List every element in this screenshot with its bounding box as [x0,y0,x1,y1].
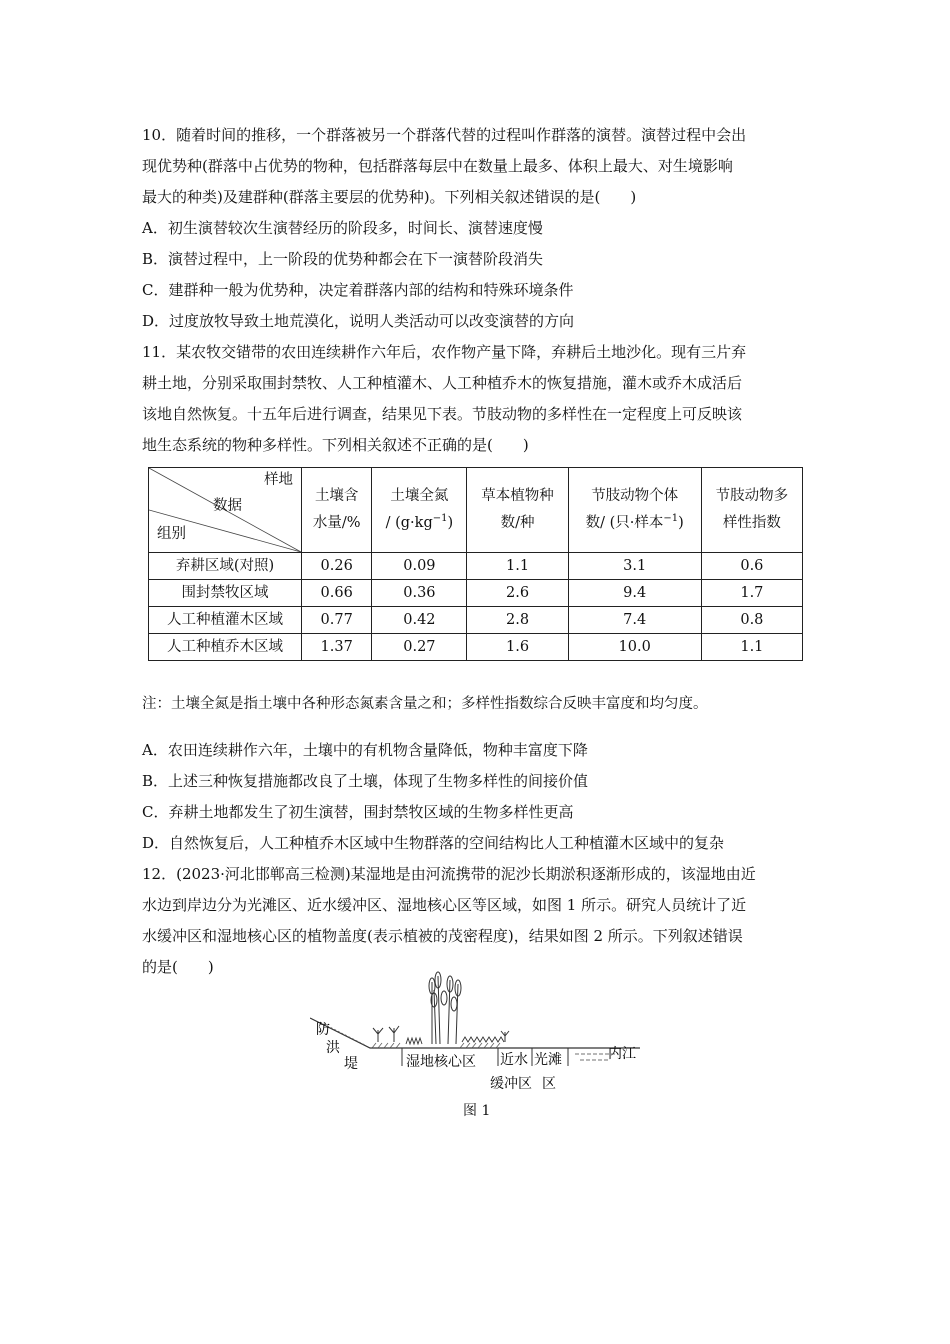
table-cell: 1.37 [302,634,372,661]
q10-stem-line-1: 10．随着时间的推移，一个群落被另一个群落代替的过程叫作群落的演替。演替过程中会出 [142,126,747,144]
question-12 [142,859,810,983]
header-soil-moisture: 土壤含 水量/% [302,468,372,553]
corner-label-data: 数据 [213,498,242,514]
q10-option-c: C．建群种一般为优势种，决定着群落内部的结构和特殊环境条件 [142,281,574,299]
q10-option-d: D．过度放牧导致土地荒漠化，说明人类活动可以改变演替的方向 [142,312,575,330]
label-mudflat-2: 区 [542,1076,556,1092]
header-herb-species: 草本植物种 数/种 [467,468,568,553]
table-cell: 0.77 [302,607,372,634]
table-cell: 3.1 [568,553,701,580]
table-cell: 0.42 [372,607,467,634]
q10-option-b: B．演替过程中，上一阶段的优势种都会在下一演替阶段消失 [142,250,544,268]
q12-stem-line-4: 的是( ) [142,957,214,976]
q12-stem-line-2: 水边到岸边分为光滩区、近水缓冲区、湿地核心区等区域，如图 1 所示。研究人员统计了近 [142,895,747,914]
label-core-zone: 湿地核心区 [406,1054,476,1070]
table-cell: 1.1 [467,553,568,580]
q11-table-note: 注：土壤全氮是指土壤中各种形态氮素含量之和；多样性指数综合反映丰富度和均匀度。 [142,696,708,712]
table-cell: 1.6 [467,634,568,661]
row-group-label: 弃耕区域(对照) [149,553,302,580]
q11-stem-line-3: 该地自然恢复。十五年后进行调查，结果见下表。节肢动物的多样性在一定程度上可反映该 [142,405,743,423]
q11-data-table [148,467,803,661]
header-arthropod-diversity: 节肢动物多 样性指数 [701,468,802,553]
label-inner-river: 内江 [608,1046,636,1062]
label-near-water-2: 缓冲区 [490,1076,532,1092]
table-cell: 9.4 [568,580,701,607]
table-cell: 0.6 [701,553,802,580]
table-cell: 0.36 [372,580,467,607]
question-content [142,120,810,983]
table-row [149,580,803,607]
q10-option-a: A．初生演替较次生演替经历的阶段多，时间长、演替速度慢 [142,219,543,237]
corner-label-group: 组别 [157,526,186,542]
row-group-label: 人工种植灌木区域 [149,607,302,634]
row-group-label: 围封禁牧区域 [149,580,302,607]
q11-option-a: A．农田连续耕作六年，土壤中的有机物含量降低，物种丰富度下降 [142,740,588,759]
label-dike-1: 防 [316,1022,330,1038]
question-11 [142,337,810,859]
q10-stem-line-2: 现优势种(群落中占优势的物种，包括群落每层中在数量上最多、体积上最大、对生境影响 [142,157,733,175]
q11-option-c: C．弃耕土地都发生了初生演替，围封禁牧区域的生物多样性更高 [142,802,574,821]
table-cell: 10.0 [568,634,701,661]
q11-option-d: D．自然恢复后，人工种植乔木区域中生物群落的空间结构比人工种植灌木区域中的复杂 [142,833,725,852]
low-grass-plants [406,1037,504,1044]
figure-1-caption: 图 1 [463,1103,491,1119]
table-row [149,634,803,661]
header-soil-nitrogen: 土壤全氮 / $(g\cdot kg^{-1})$ [372,468,467,553]
label-mudflat-1: 光滩 [534,1052,562,1068]
table-cell: 0.27 [372,634,467,661]
q12-stem-line-1: 12．(2023·河北邯郸高三检测)某湿地是由河流携带的泥沙长期淤积逐渐形成的，该湿地由近 [142,864,756,883]
corner-label-sample-site: 样地 [264,472,293,488]
q11-option-b: B．上述三种恢复措施都改良了土壤，体现了生物多样性的间接价值 [142,771,589,790]
table-cell: 7.4 [568,607,701,634]
header-arthropod-count: 节肢动物个体 数/ (只·样本$^{-1}$) [568,468,701,553]
label-dike-2: 洪 [326,1040,340,1056]
table-header-row [149,468,803,553]
table-corner-cell [149,468,302,553]
question-10 [142,120,810,337]
table-row [149,553,803,580]
wetland-zone-diagram [310,970,650,1100]
label-near-water-1: 近水 [500,1052,528,1068]
table-cell: 1.1 [701,634,802,661]
table-cell: 0.26 [302,553,372,580]
q10-stem-line-3: 最大的种类)及建群种(群落主要层的优势种)。下列相关叙述错误的是( ) [142,188,637,206]
ground-profile [310,1018,640,1048]
row-group-label: 人工种植乔木区域 [149,634,302,661]
q11-stem-line-1: 11．某农牧交错带的农田连续耕作六年后，农作物产量下降，弃耕后土地沙化。现有三片弃 [142,343,747,361]
tall-reed-plants [429,972,461,1044]
label-dike-3: 堤 [344,1056,358,1072]
table-cell: 2.6 [467,580,568,607]
table-cell: 0.66 [302,580,372,607]
table-cell: 2.8 [467,607,568,634]
table-cell: 0.8 [701,607,802,634]
q11-stem-line-2: 耕土地，分别采取围封禁牧、人工种植灌木、人工种植乔木的恢复措施，灌木或乔木成活后 [142,374,743,392]
q12-stem-line-3: 水缓冲区和湿地核心区的植物盖度(表示植被的茂密程度)，结果如图 2 所示。下列叙述错误 [142,926,743,945]
table-cell: 1.7 [701,580,802,607]
table-row [149,607,803,634]
table-cell: 0.09 [372,553,467,580]
q11-stem-line-4: 地生态系统的物种多样性。下列相关叙述不正确的是( ) [142,436,529,454]
shrub-plants [373,1026,509,1042]
